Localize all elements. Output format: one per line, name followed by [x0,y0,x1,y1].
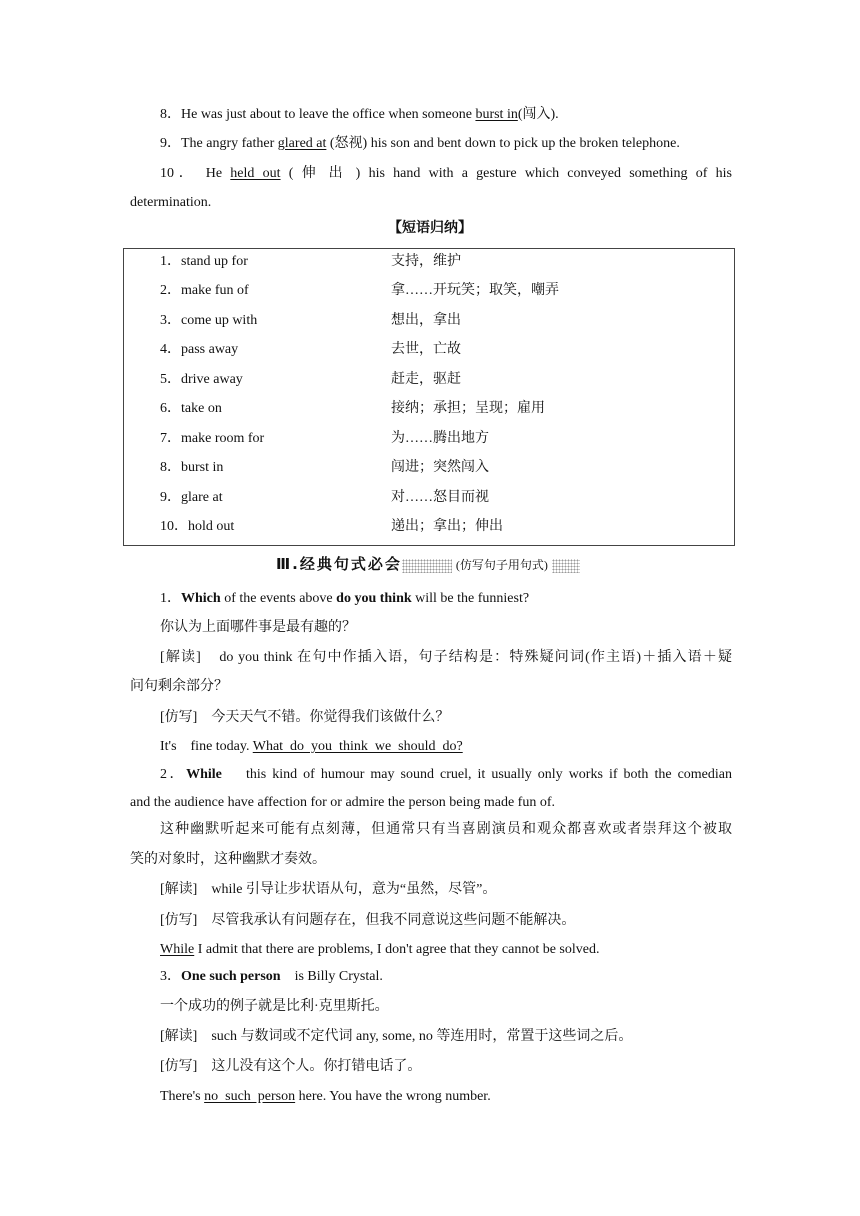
pattern-2-translation: 这种幽默听起来可能有点刻薄，但通常只有当喜剧演员和观众都喜欢或者崇拜这个被取 [160,822,732,837]
phrase-row [124,517,736,537]
phrase-zh: 支持，维护 [391,254,461,269]
phrase-en: 4．pass away [160,342,239,357]
pattern-2-sentence-cont: and the audience have affection for or admire the person being made fun of. [130,795,556,810]
phrase-en: 3．come up with [160,313,258,328]
pattern-1-explanation-cont: 问句剩余部分？ [130,679,228,694]
bold-keyword: do you think [336,591,412,606]
phrase-row [124,429,736,449]
phrase-zh: 赶走，驱赶 [391,372,461,387]
answer-blank: What do you think we should do? [252,739,463,754]
phrase-row [124,458,736,478]
answer-text: There's [160,1089,205,1104]
phrase-en: 9．glare at [160,490,223,505]
phrase-row [124,488,736,508]
sentence-text: is Billy Crystal. [280,969,383,984]
imitation-prompt: 尽管我承认有问题存在，但我不同意说这些问题不能解决。 [211,913,576,928]
vocab-sentence-9 [160,135,680,153]
pattern-1-imitation [160,709,449,727]
explanation-label: [解读] [160,1029,198,1044]
sentence-text: 9．The angry father [160,136,278,151]
pattern-1-translation: 你认为上面哪件事是最有趣的？ [160,620,356,635]
phrase-zh: 接纳；承担；呈现；雇用 [391,401,545,416]
answer-text: I admit that there are problems, I don't agree that they cannot be solved. [194,942,600,957]
bold-keyword: Which [181,591,221,606]
section-title: Ⅲ.经典句式必会 [276,555,402,573]
pattern-1-sentence [160,590,529,608]
phrase-row [124,399,736,419]
phrase-zh: 拿……开玩笑；取笑，嘲弄 [391,283,559,298]
pattern-3-translation: 一个成功的例子就是比利·克里斯托。 [160,999,389,1014]
phrase-summary-heading: 【短语归纳】 [388,221,472,236]
phrase-row [124,311,736,331]
phrase-row [124,281,736,301]
vocab-sentence-10-cont: determination. [130,195,212,210]
phrase-zh: 去世，亡故 [391,342,461,357]
pattern-1-explanation [160,649,732,667]
explanation-text: such 与数词或不定代词 any, some, no 等连用时，常置于这些词之后。 [211,1029,633,1044]
pattern-3-explanation [160,1028,632,1046]
phrase-en: 8．burst in [160,460,224,475]
pattern-2-imitation [160,912,575,930]
sentence-text: will be the funniest? [411,591,530,606]
phrase-en: 7．make room for [160,431,265,446]
phrase-table [123,248,735,546]
explanation-text: while 引导让步状语从句，意为“虽然，尽管”。 [211,882,497,897]
explanation-text: do you think 在句中作插入语，句子结构是：特殊疑问词(作主语)＋插入语＋疑 [219,650,732,665]
dotted-decoration [402,559,452,573]
answer-blank: held out [230,166,281,181]
pattern-2-sentence [160,766,732,784]
vocab-sentence-10 [160,165,732,183]
item-number: 2． [160,767,187,782]
sentence-text: 10． He [160,166,231,181]
phrase-en: 10．hold out [160,519,235,534]
phrase-en: 2．make fun of [160,283,249,298]
answer-text: here. You have the wrong number. [295,1089,491,1104]
sentence-text: (怒视) his son and bent down to pick up the broken telephone. [326,136,680,151]
sentence-text: (闯入). [517,107,559,122]
phrase-en: 5．drive away [160,372,243,387]
imitation-label: [仿写] [160,1059,198,1074]
phrase-zh: 为……腾出地方 [391,431,489,446]
imitation-prompt: 今天天气不错。你觉得我们该做什么？ [211,710,450,725]
imitation-label: [仿写] [160,710,198,725]
phrase-en: 1．stand up for [160,254,248,269]
answer-blank: glared at [277,136,327,151]
explanation-label: [解读] [160,650,201,665]
pattern-3-imitation [160,1058,421,1076]
pattern-1-answer [160,738,463,756]
phrase-zh: 闯进；突然闯入 [391,460,489,475]
section-header [276,552,580,576]
item-number: 1． [160,591,181,606]
phrase-row [124,340,736,360]
phrase-en: 6．take on [160,401,222,416]
sentence-text: of the events above [220,591,337,606]
explanation-label: [解读] [160,882,198,897]
imitation-prompt: 这儿没有这个人。你打错电话了。 [211,1059,422,1074]
answer-text: It's fine today. [160,739,253,754]
pattern-3-sentence [160,968,383,986]
answer-blank: While [160,942,195,957]
sentence-text: 8．He was just about to leave the office when someone [160,107,476,122]
sentence-text: ( 伸 出 ) his hand with a gesture which conveyed something of his [280,166,733,181]
pattern-2-answer [160,941,600,959]
phrase-row [124,252,736,272]
imitation-label: [仿写] [160,913,198,928]
dotted-decoration [552,559,580,573]
vocab-sentence-8 [160,106,559,124]
bold-keyword: While [186,767,222,782]
answer-blank: burst in [475,107,518,122]
sentence-text: this kind of humour may sound cruel, it usually only works if both the comedian [221,767,732,782]
bold-keyword: One such person [181,969,281,984]
pattern-2-explanation [160,881,496,899]
phrase-zh: 想出，拿出 [391,313,461,328]
phrase-zh: 递出；拿出；伸出 [391,519,503,534]
pattern-2-translation-cont: 笑的对象时，这种幽默才奏效。 [130,852,326,867]
answer-blank: no such person [204,1089,296,1104]
phrase-row [124,370,736,390]
item-number: 3． [160,969,181,984]
phrase-zh: 对……怒目而视 [391,490,489,505]
pattern-3-answer [160,1088,491,1106]
section-subtitle: (仿写句子用句式) [455,558,548,572]
